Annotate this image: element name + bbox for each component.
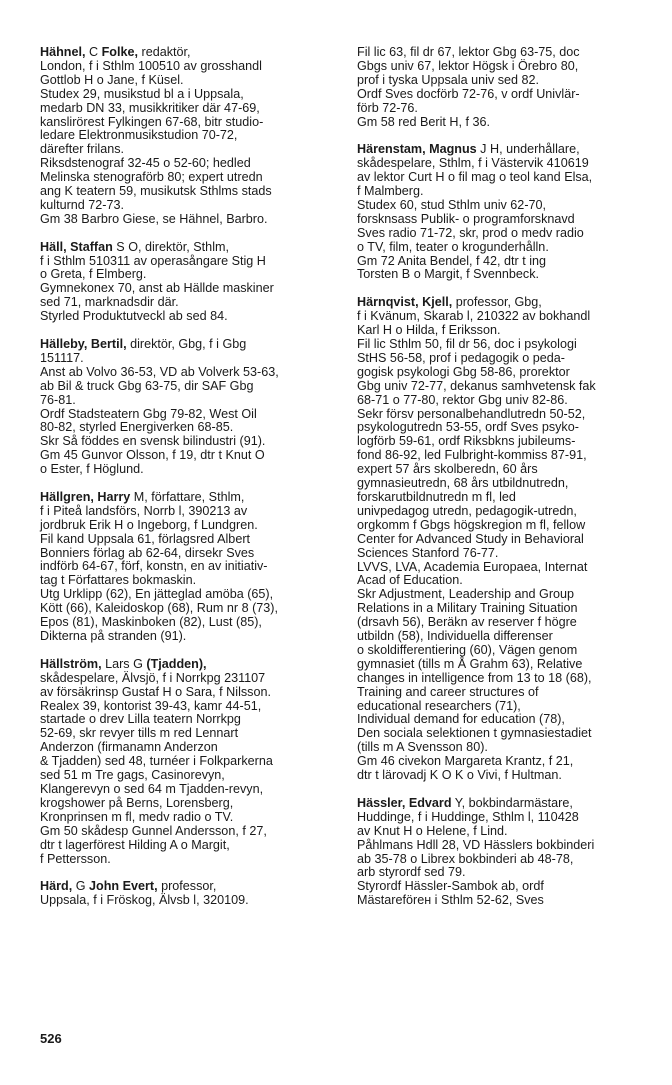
entry-line: Dikterna på stranden (91). — [40, 629, 187, 644]
entry-line: dtr t lärovadj K O K o Vivi, f Hultman. — [357, 768, 562, 783]
biography-entry — [40, 658, 336, 867]
entry-line: prof i tyska Uppsala univ sed 82. — [357, 72, 540, 87]
entry-line: Huddinge, f i Huddinge, Sthlm l, 110428 — [357, 809, 579, 824]
entry-line: StHS 56-58, prof i pedagogik o peda- — [357, 350, 565, 365]
entry-line: (drsavh 56), Beräkn av reserver f högre — [357, 615, 577, 630]
entry-line: o Ester, f Höglund. — [40, 462, 144, 477]
entry-line: Skr Adjustment, Leadership and Group — [357, 587, 575, 602]
entry-line: Gottlob H o Jane, f Küsel. — [40, 72, 184, 87]
entry-line: krogshower på Berns, Lorensberg, — [40, 795, 234, 810]
entry-line: sed 71, marknadsdir där. — [40, 295, 179, 310]
entry-line: (tills m A Svensson 80). — [357, 740, 488, 755]
entry-heading — [40, 241, 336, 255]
entry-line: Gbgs univ 67, lektor Högsk i Örebro 80, — [357, 58, 579, 73]
entry-heading — [357, 296, 647, 310]
entry-heading — [357, 797, 647, 811]
entry-surname: Härnqvist, — [357, 295, 419, 310]
entry-line: tag t Författares bokmaskin. — [40, 573, 197, 588]
entry-line: logförb 59-61, ordf Riksbkns jubileums- — [357, 434, 576, 449]
entry-line: 76-81. — [40, 392, 76, 407]
entry-line: London, f i Sthlm 100510 av grosshandl — [40, 58, 262, 73]
entry-line: Training and career structures of — [357, 684, 539, 699]
entry-line: 80-82, styrled Energiverken 68-85. — [40, 420, 234, 435]
entry-line: Sves radio 71-72, skr, prod o medv radio — [357, 225, 584, 240]
entry-surname: Hällström, — [40, 656, 102, 671]
entry-line: Anst ab Volvo 36-53, VD ab Volverk 53-63, — [40, 364, 279, 379]
entry-line: expert 57 års skolberedn, 60 års — [357, 462, 538, 477]
entry-surname: Hälleby, — [40, 337, 88, 351]
left-column — [40, 46, 336, 922]
biography-entry — [40, 491, 336, 644]
entry-line: Gm 46 civekon Margareta Krantz, f 21, — [357, 754, 574, 769]
entry-heading — [40, 46, 336, 60]
entry-line: Fil lic Sthlm 50, fil dr 56, doc i psykologi — [357, 337, 577, 351]
entry-line: f Malmberg. — [357, 184, 424, 199]
entry-line: fond 86-92, led Fulbright-kommiss 87-91, — [357, 448, 587, 463]
entry-line: utbildn (58), Individuella differenser — [357, 629, 553, 644]
entry-line: Sekr försv personalbehandlutredn 50-52, — [357, 406, 586, 421]
entry-line: Ordf Stadsteatern Gbg 79-82, West Oil — [40, 406, 257, 421]
entry-line: Gymnekonex 70, anst ab Hällde maskiner — [40, 281, 274, 296]
entry-line: indförb 64-67, förf, konstn, en av initiativ- — [40, 559, 268, 574]
entry-line: Ordf Sves docförb 72-76, v ordf Univlär- — [357, 86, 580, 101]
entry-line: kulturnd 72-73. — [40, 197, 125, 212]
entry-line: Skr Så föddes en svensk bilindustri (91). — [40, 434, 266, 449]
entry-line: Relations in a Military Training Situation — [357, 601, 578, 616]
entry-line: dtr t lagerförest Hilding A o Margit, — [40, 837, 230, 852]
biography-entry — [40, 241, 336, 324]
entry-line: ledare Elektronmusikstudion 70-72, — [40, 128, 238, 143]
entry-line: Utg Urklipp (62), En jätteglad amöba (65), — [40, 587, 274, 602]
biography-entry — [40, 46, 336, 227]
entry-line: forskarutbildnutredn m fl, led — [357, 489, 516, 504]
entry-line: & Tjadden) sed 48, turnéer i Folkparkerna — [40, 754, 273, 769]
entry-line: Mästareförен i Sthlm 52-62, Sves — [357, 893, 544, 908]
right-column — [357, 46, 647, 922]
entry-given-name: Staffan — [70, 239, 113, 254]
entry-title-text: redaktör, — [138, 45, 191, 59]
entry-line: Styrled Produktutveckl ab sed 84. — [40, 309, 228, 324]
entry-title-text: Y, bokbindarmästare, — [451, 795, 573, 810]
entry-line: Klangerevyn o sed 64 m Tjadden-revyn, — [40, 781, 264, 796]
entry-surname: Hällgren, — [40, 489, 94, 504]
entry-line: Fil lic 63, fil dr 67, lektor Gbg 63-75, doc — [357, 45, 580, 59]
entry-line: psykologutredn 53-55, ordf Sves psyko- — [357, 420, 579, 435]
entry-line: orgkomm f Gbgs högskregion m fl, fellow — [357, 517, 586, 532]
entry-line: Bonniers förlag ab 62-64, dirsekr Sves — [40, 545, 255, 560]
entry-line: ang K teatern 59, musikutsk Sthlms stads — [40, 184, 272, 199]
entry-line: changes in intelligence from 13 to 18 (68), — [357, 670, 592, 685]
entry-line: kanslirörest Fylkingen 67-68, bitr studio- — [40, 114, 264, 129]
entry-line: Fil kand Uppsala 61, förlagsred Albert — [40, 531, 251, 546]
entry-line: f i Piteå landsförs, Norrb l, 390213 av — [40, 503, 248, 518]
entry-line: 68-71 o 77-80, rektor Gbg univ 82-86. — [357, 392, 568, 407]
entry-line: Den sociala selektionen t gymnasiestadiet — [357, 726, 592, 741]
entry-line: startade o drev Lilla teatern Norrkpg — [40, 712, 241, 727]
entry-name-text: G — [72, 879, 89, 894]
entry-line: o Greta, f Elmberg. — [40, 267, 147, 282]
entry-heading — [40, 338, 336, 352]
entry-line: Kött (66), Kaleidoskop (68), Rum nr 8 (73), — [40, 601, 278, 616]
entry-line: gogisk psykologi Gbg 58-86, prorektor — [357, 364, 570, 379]
entry-title-text: J H, underhållare, — [476, 142, 580, 157]
entry-line: LVVS, LVA, Academia Europaea, Internat — [357, 559, 588, 574]
entry-line: jordbruk Erik H o Ingeborg, f Lundgren. — [40, 517, 258, 532]
entry-surname: Hähnel, — [40, 45, 86, 59]
entry-line: Uppsala, f i Fröskog, Älvsb l, 320109. — [40, 893, 249, 908]
continued-entry — [357, 46, 647, 129]
entry-line: Gm 72 Anita Bendel, f 42, dtr t ing — [357, 253, 547, 268]
entry-line: ab Bil & truck Gbg 63-75, dir SAF Gbg — [40, 378, 254, 393]
entry-line: f i Sthlm 510311 av operasångare Stig H — [40, 253, 266, 268]
entry-heading — [40, 658, 336, 672]
entry-surname: Härd, — [40, 879, 73, 894]
entry-line: Center for Advanced Study in Behavioral — [357, 531, 584, 546]
entry-given-name: Magnus — [429, 142, 477, 157]
entry-given-name: Edvard — [408, 795, 452, 810]
entry-heading — [40, 880, 336, 894]
entry-line: Melinska stenograförb 80; expert utredn — [40, 170, 263, 185]
entry-line: Styrordf Hässler-Sambok ab, ordf — [357, 879, 544, 894]
entry-given-name: Kjell, — [422, 295, 453, 310]
entry-given-name: Bertil, — [90, 337, 127, 351]
entry-line: Gm 50 skådesp Gunnel Andersson, f 27, — [40, 823, 267, 838]
entry-line: Acad of Education. — [357, 573, 463, 588]
entry-line: Karl H o Hilda, f Eriksson. — [357, 323, 501, 338]
entry-name-text: Lars G — [101, 656, 147, 671]
entry-line: forsknsass Publik- o programforsknavd — [357, 211, 575, 226]
entry-line: gymnasieutredn, 68 års utbildnutredn, — [357, 476, 569, 491]
entry-name-text: C — [85, 45, 102, 59]
entry-line: f Pettersson. — [40, 851, 111, 866]
entry-line: Gm 38 Barbro Giese, se Hähnel, Barbro. — [40, 211, 268, 226]
entry-line: Studex 60, stud Sthlm univ 62-70, — [357, 197, 547, 212]
entry-line: ab 35-78 o Librex bokbinderi ab 48-78, — [357, 851, 574, 866]
entry-line: Påhlmans Hdll 28, VD Hässlers bokbinderi — [357, 837, 595, 852]
entry-line: Gm 45 Gunvor Olsson, f 19, dtr t Knut O — [40, 448, 265, 463]
entry-title-text: professor, — [157, 879, 217, 894]
entry-line: Sciences Stanford 76-77. — [357, 545, 499, 560]
biography-entry — [357, 296, 647, 783]
entry-line: skådespelare, Älvsjö, f i Norrkpg 231107 — [40, 670, 266, 685]
biography-entry — [40, 880, 336, 908]
entry-line: därefter frilans. — [40, 142, 124, 157]
entry-line: Riksdstenograf 32-45 o 52-60; hedled — [40, 156, 251, 171]
entry-line: Realex 39, kontorist 39-43, kamr 44-51, — [40, 698, 262, 713]
entry-surname: Härenstam, — [357, 142, 426, 157]
entry-title-text: S O, direktör, Sthlm, — [112, 239, 229, 254]
entry-line: medarb DN 33, musikkritiker där 47-69, — [40, 100, 260, 115]
entry-line: univpedagog utredn, pedagogik-utredn, — [357, 503, 577, 518]
entry-line: av försäkrinsp Gustaf H o Sara, f Nilsson. — [40, 684, 271, 699]
entry-given-name: Harry — [97, 489, 131, 504]
biography-entry — [357, 797, 647, 908]
entry-given-name: John Evert, — [89, 879, 158, 894]
entry-line: av Knut H o Helene, f Lind. — [357, 823, 508, 838]
entry-line: sed 51 m Tre gags, Casinorevyn, — [40, 768, 225, 783]
entry-line: Anderzon (firmanamn Anderzon — [40, 740, 218, 755]
entry-given-name: (Tjadden), — [146, 656, 207, 671]
entry-line: skådespelare, Sthlm, f i Västervik 410619 — [357, 156, 589, 171]
page-number: 526 — [40, 1031, 62, 1046]
entry-surname: Häll, — [40, 239, 67, 254]
entry-line: educational researchers (71), — [357, 698, 521, 713]
entry-line: Torsten B o Margit, f Svennbeck. — [357, 267, 539, 282]
entry-line: av lektor Curt H o fil mag o teol kand Elsa, — [357, 170, 593, 185]
entry-line: o TV, film, teater o krogunderhålln. — [357, 239, 549, 254]
entry-line: Gbg univ 72-77, dekanus samhvetensk fak — [357, 378, 596, 393]
entry-line: f i Kvänum, Skarab l, 210322 av bokhandl — [357, 309, 591, 324]
entry-line: arb styrordf sed 79. — [357, 865, 466, 880]
entry-heading — [40, 491, 336, 505]
entry-title-text: M, författare, Sthlm, — [130, 489, 245, 504]
biography-entry — [357, 143, 647, 282]
entry-title-text: professor, Gbg, — [452, 295, 542, 310]
entry-title-text: direktör, Gbg, f i Gbg — [126, 337, 247, 351]
entry-line: Epos (81), Maskinboken (82), Lust (85), — [40, 615, 262, 630]
entry-line: Individual demand for education (78), — [357, 712, 565, 727]
biography-entry — [40, 338, 336, 477]
entry-line: 52-69, skr revyer tills m red Lennart — [40, 726, 239, 741]
entry-line: 151117. — [40, 350, 84, 365]
entry-line: Studex 29, musikstud bl a i Uppsala, — [40, 86, 244, 101]
entry-line: gymnasiet (tills m Å Grahm 63), Relative — [357, 656, 583, 671]
entry-line: förb 72-76. — [357, 100, 418, 115]
entry-line: Kronprinsen m fl, medv radio o TV. — [40, 809, 234, 824]
entry-line: Gm 58 red Berit H, f 36. — [357, 114, 490, 129]
entry-surname: Hässler, — [357, 795, 406, 810]
entry-line: o skoldifferentiering (60), Vägen genom — [357, 642, 578, 657]
entry-heading — [357, 143, 647, 157]
entry-given-name: Folke, — [101, 45, 138, 59]
